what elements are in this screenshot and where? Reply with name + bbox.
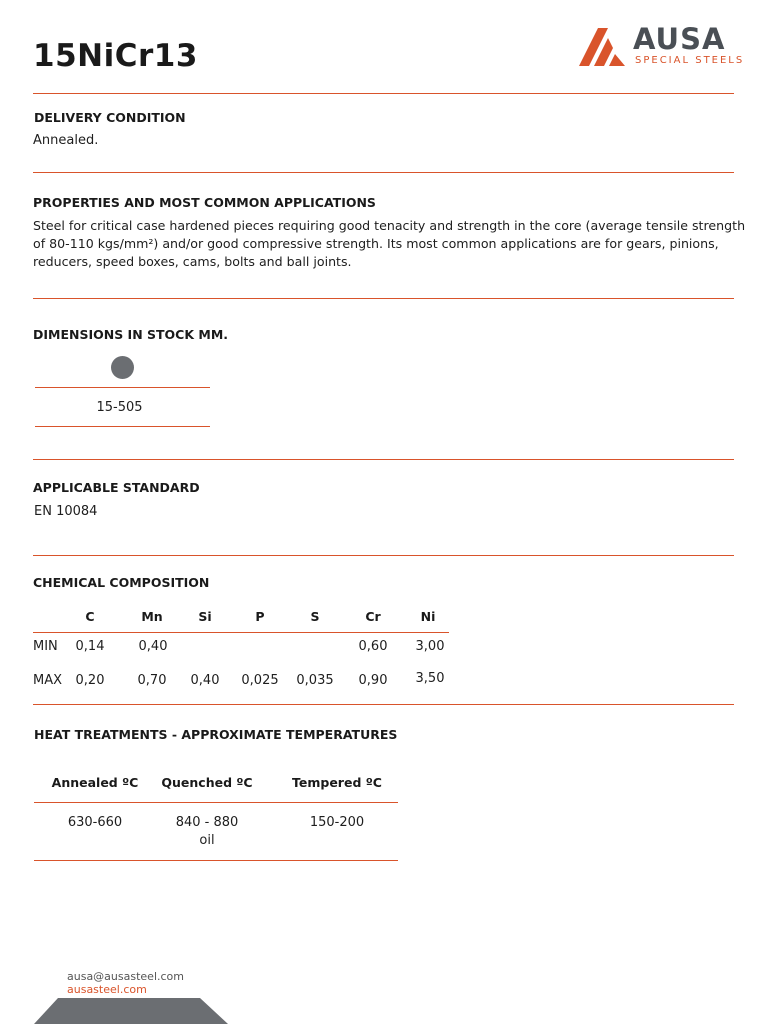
heat-col-quenched: Quenched ºC xyxy=(161,775,253,790)
round-bar-icon xyxy=(111,356,134,379)
properties-heading: PROPERTIES AND MOST COMMON APPLICATIONS xyxy=(33,195,376,210)
logo-wordmark: AUSA xyxy=(633,22,726,56)
ausa-logo-icon xyxy=(579,26,629,70)
page-title: 15NiCr13 xyxy=(33,38,198,74)
delivery-text: Annealed. xyxy=(33,133,99,148)
divider xyxy=(33,93,734,94)
heat-quenched-value xyxy=(152,814,262,850)
footer-band xyxy=(0,998,768,1024)
chem-min-ni: 3,00 xyxy=(415,639,445,654)
dimensions-rule-top xyxy=(35,387,210,388)
divider xyxy=(33,704,734,705)
properties-line-1: Steel for critical case hardened pieces requiring good tenacity and strength in the core (average tensile strength xyxy=(33,218,746,233)
heat-quenched-temp: 840 - 880 xyxy=(175,815,239,830)
dimensions-value: 15-505 xyxy=(96,400,143,415)
chem-max-s: 0,035 xyxy=(296,673,334,688)
footer-band-shape xyxy=(0,998,768,1024)
chem-max-label: MAX xyxy=(33,673,63,688)
logo-subtitle: SPECIAL STEELS xyxy=(635,55,745,66)
chem-col-cr: Cr xyxy=(365,609,381,624)
dimensions-rule-bottom xyxy=(35,426,210,427)
chemical-heading: CHEMICAL COMPOSITION xyxy=(33,575,210,590)
heat-col-tempered: Tempered ºC xyxy=(292,775,382,790)
properties-line-2: of 80-110 kgs/mm²) and/or good compressive strength. Its most common applications are for gears, pinions, xyxy=(33,236,719,251)
heat-annealed-value: 630-660 xyxy=(67,815,123,830)
chem-min-mn: 0,40 xyxy=(138,639,168,654)
chem-min-cr: 0,60 xyxy=(358,639,388,654)
chem-col-ni: Ni xyxy=(420,609,436,624)
heat-heading: HEAT TREATMENTS - APPROXIMATE TEMPERATURES xyxy=(34,727,398,742)
heat-header-rule xyxy=(34,802,398,803)
heat-quenched-medium: oil xyxy=(199,833,215,848)
heat-bottom-rule xyxy=(34,860,398,861)
footer-website-link[interactable]: ausasteel.com xyxy=(67,983,147,996)
chem-col-si: Si xyxy=(198,609,212,624)
properties-line-3: reducers, speed boxes, cams, bolts and ball joints. xyxy=(33,254,352,269)
dimensions-heading: DIMENSIONS IN STOCK MM. xyxy=(33,327,229,342)
chem-max-mn: 0,70 xyxy=(137,673,167,688)
divider xyxy=(33,459,734,460)
standard-heading: APPLICABLE STANDARD xyxy=(33,480,200,495)
divider xyxy=(33,298,734,299)
chem-col-mn: Mn xyxy=(141,609,163,624)
heat-tempered-value: 150-200 xyxy=(309,815,365,830)
chem-max-p: 0,025 xyxy=(241,673,279,688)
standard-value: EN 10084 xyxy=(34,504,98,519)
divider xyxy=(33,172,734,173)
chem-col-p: P xyxy=(255,609,265,624)
chem-max-c: 0,20 xyxy=(75,673,105,688)
chem-max-cr: 0,90 xyxy=(358,673,388,688)
chem-max-ni: 3,50 xyxy=(415,671,445,686)
delivery-heading: DELIVERY CONDITION xyxy=(34,110,186,125)
chem-min-c: 0,14 xyxy=(75,639,105,654)
chem-col-c: C xyxy=(85,609,95,624)
chem-min-label: MIN xyxy=(33,639,58,654)
footer-email-link[interactable]: ausa@ausasteel.com xyxy=(67,970,184,983)
divider xyxy=(33,555,734,556)
heat-col-annealed: Annealed ºC xyxy=(51,775,139,790)
chemical-header-rule xyxy=(33,632,449,633)
chem-max-si: 0,40 xyxy=(190,673,220,688)
chem-col-s: S xyxy=(310,609,320,624)
